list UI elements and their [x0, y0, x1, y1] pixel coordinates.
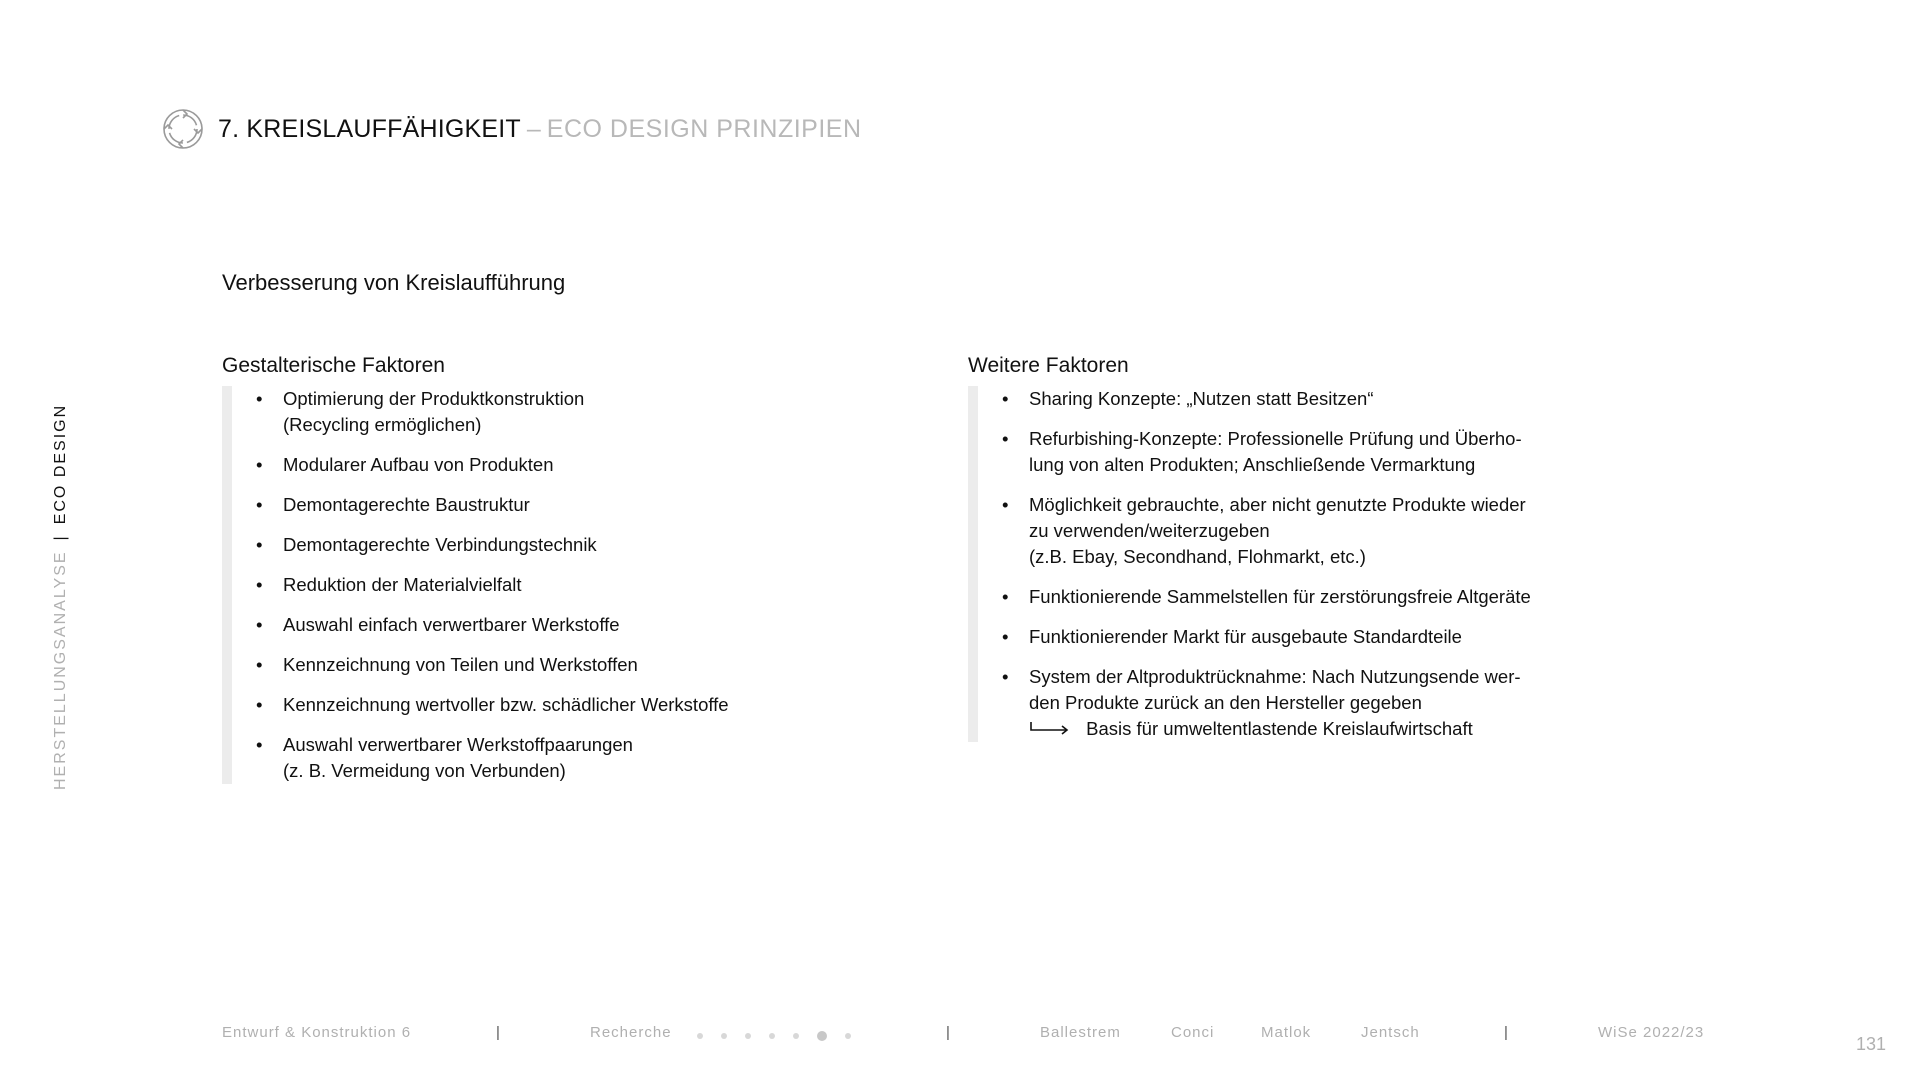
side-section-label: [52, 404, 70, 790]
list-item-text: Auswahl einfach verwertbarer Werkstoffe: [283, 614, 620, 635]
list-item-text: lung von alten Produkten; Anschließende Vermarktung: [1029, 454, 1476, 475]
left-column: [222, 354, 822, 784]
title-separator: –: [526, 114, 541, 143]
list-item-text: Optimierung der Produktkonstruktion: [283, 388, 585, 409]
slide-header: [160, 104, 862, 154]
bullet: •: [256, 734, 263, 755]
bullet: •: [256, 388, 263, 409]
footer-divider: |: [496, 1024, 501, 1041]
list-item-text: (z. B. Vermeidung von Verbunden): [283, 760, 566, 781]
bullet: •: [1002, 494, 1009, 515]
bullet: •: [256, 694, 263, 715]
page-number: 131: [1856, 1034, 1887, 1054]
list-item: [256, 692, 822, 718]
footer-author: Conci: [1171, 1024, 1215, 1041]
list-item-text: Modularer Aufbau von Produkten: [283, 454, 554, 475]
list-item: [256, 612, 822, 638]
list-item: [256, 732, 822, 784]
progress-dot-active: [817, 1031, 827, 1041]
progress-dot: [769, 1033, 775, 1039]
list-item-text: Funktionierender Markt für ausgebaute Standardteile: [1029, 626, 1462, 647]
list-item-text: Demontagerechte Verbindungstechnik: [283, 534, 597, 555]
bullet: •: [1002, 388, 1009, 409]
list-item: [256, 572, 822, 598]
bullet: •: [256, 534, 263, 555]
bullet: •: [1002, 626, 1009, 647]
bullet: •: [256, 454, 263, 475]
list-item-text: Kennzeichnung wertvoller bzw. schädlicher Werkstoffe: [283, 694, 729, 715]
list-item-text: (z.B. Ebay, Secondhand, Flohmarkt, etc.): [1029, 546, 1366, 567]
progress-dot: [845, 1033, 851, 1039]
list-item: [256, 492, 822, 518]
bullet: •: [256, 614, 263, 635]
side-label-strong: ECO DESIGN: [52, 403, 69, 525]
list-item-text: Kennzeichnung von Teilen und Werkstoffen: [283, 654, 638, 675]
list-item: [1002, 584, 1568, 610]
list-item-text: Möglichkeit gebrauchte, aber nicht genutzte Produkte wieder: [1029, 494, 1526, 515]
list-item-text: Auswahl verwertbarer Werkstoffpaarungen: [283, 734, 633, 755]
list-item-text: Reduktion der Materialvielfalt: [283, 574, 522, 595]
progress-dots: [697, 1031, 869, 1041]
arrow-note-text: Basis für umweltentlastende Kreislaufwirtschaft: [1086, 718, 1473, 739]
list-item: [256, 652, 822, 678]
list-item: [1002, 386, 1568, 412]
footer-divider: |: [1504, 1024, 1509, 1041]
right-column-body: [968, 386, 1568, 742]
footer-author: Ballestrem: [1040, 1024, 1121, 1041]
footer-author: Jentsch: [1361, 1024, 1420, 1041]
progress-dot: [745, 1033, 751, 1039]
list-item: [256, 452, 822, 478]
list-item-text: Demontagerechte Baustruktur: [283, 494, 530, 515]
right-angle-arrow-icon: [1029, 721, 1071, 735]
progress-dot: [721, 1033, 727, 1039]
arrow-note: [1029, 716, 1568, 742]
list-item-text: Sharing Konzepte: „Nutzen statt Besitzen“: [1029, 388, 1374, 409]
list-item-text: (Recycling ermöglichen): [283, 414, 482, 435]
list-item: [1002, 492, 1568, 570]
footer-section: Recherche: [590, 1024, 672, 1041]
page-subtitle: ECO DESIGN PRINZIPIEN: [546, 114, 862, 143]
list-item-text: den Produkte zurück an den Hersteller gegeben: [1029, 692, 1422, 713]
left-column-body: [222, 386, 822, 784]
footer-author: Matlok: [1261, 1024, 1312, 1041]
bullet: •: [1002, 586, 1009, 607]
progress-dot: [793, 1033, 799, 1039]
footer-divider: |: [946, 1024, 951, 1041]
section-heading: Verbesserung von Kreislaufführung: [222, 270, 566, 295]
progress-dot: [697, 1033, 703, 1039]
list-item-text: Funktionierende Sammelstellen für zerstörungsfreie Altgeräte: [1029, 586, 1531, 607]
side-label-muted: HERSTELLUNGSANALYSE: [52, 550, 69, 790]
bullet: •: [256, 654, 263, 675]
bullet: •: [1002, 666, 1009, 687]
list-item: [256, 386, 822, 438]
footer: [0, 1024, 1920, 1048]
bullet: •: [256, 574, 263, 595]
list-item: [1002, 426, 1568, 478]
circular-arrows-icon: [160, 106, 206, 152]
right-column: [968, 354, 1568, 742]
bullet: •: [256, 494, 263, 515]
left-factor-list: [256, 386, 822, 784]
list-item: [1002, 624, 1568, 650]
right-column-title: Weitere Faktoren: [968, 354, 1129, 377]
side-label-divider: |: [52, 534, 69, 541]
list-item: [256, 532, 822, 558]
list-item-text: zu verwenden/weiterzugeben: [1029, 520, 1270, 541]
footer-term: WiSe 2022/23: [1598, 1024, 1705, 1041]
left-column-title: Gestalterische Faktoren: [222, 354, 445, 377]
list-item-text: Refurbishing-Konzepte: Professionelle Prüfung und Überho-: [1029, 428, 1522, 449]
list-item-text: System der Altproduktrücknahme: Nach Nutzungsende wer-: [1029, 666, 1521, 687]
list-item: [1002, 664, 1568, 742]
right-factor-list: [1002, 386, 1568, 742]
footer-course: Entwurf & Konstruktion 6: [222, 1024, 412, 1041]
bullet: •: [1002, 428, 1009, 449]
page-title: 7. KREISLAUFFÄHIGKEIT: [218, 114, 521, 143]
